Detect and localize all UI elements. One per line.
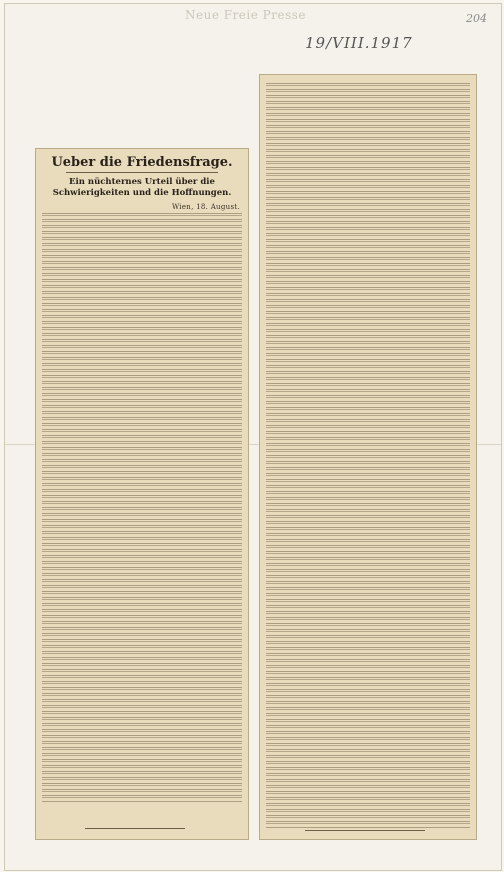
archive-number: 204: [466, 12, 487, 25]
article-subheadline: Ein nüchternes Urteil über die Schwierigkeiten und die Hoffnungen.: [52, 177, 232, 198]
headline-rule: [66, 172, 218, 173]
archive-sheet: [4, 3, 502, 871]
article-body-right: [266, 83, 470, 829]
article-headline: Ueber die Friedensfrage.: [51, 155, 233, 170]
column-end-rule-right: [305, 830, 425, 831]
article-dateline: Wien, 18. August.: [171, 203, 240, 211]
clipping-left-column: [35, 148, 249, 840]
column-end-rule-left: [85, 828, 185, 829]
newspaper-masthead: Neue Freie Presse: [185, 8, 306, 22]
clipping-right-column: [259, 74, 477, 840]
handwritten-date: 19/VIII.1917: [305, 34, 413, 52]
article-body-left: [42, 213, 242, 803]
